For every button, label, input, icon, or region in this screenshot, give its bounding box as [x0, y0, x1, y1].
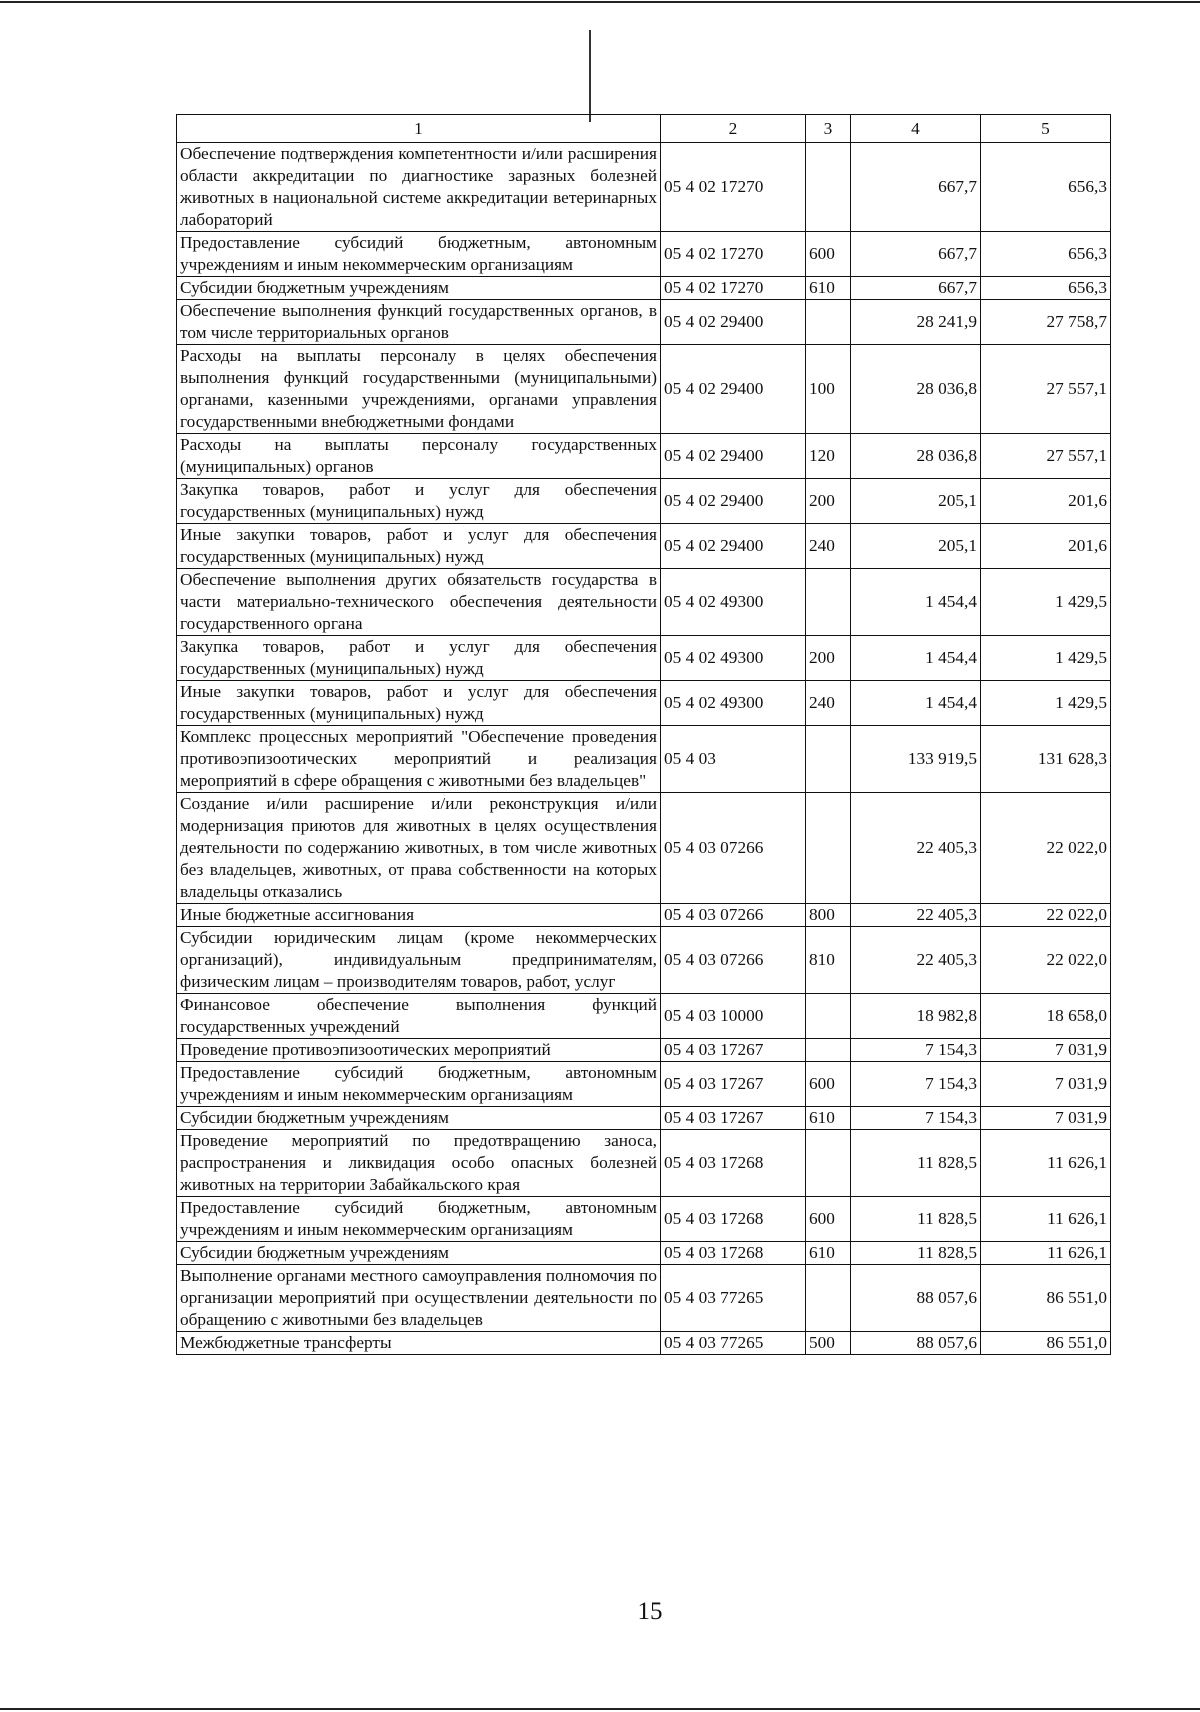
- table-row: [177, 232, 1111, 277]
- row-code-cell: 05 4 02 29400: [661, 479, 806, 524]
- row-value-year2-cell: 22 022,0: [981, 904, 1111, 927]
- table-row: [177, 1265, 1111, 1332]
- row-code-cell: 05 4 03 17268: [661, 1242, 806, 1265]
- row-value-year2-cell: 11 626,1: [981, 1130, 1111, 1197]
- row-expense-type-cell: 800: [806, 904, 851, 927]
- row-value-year2-cell: 201,6: [981, 479, 1111, 524]
- table-row: [177, 277, 1111, 300]
- row-value-year1-cell: 18 982,8: [851, 994, 981, 1039]
- row-value-year1-cell: 1 454,4: [851, 681, 981, 726]
- row-code-cell: 05 4 03 17267: [661, 1039, 806, 1062]
- row-value-year1-cell: 133 919,5: [851, 726, 981, 793]
- row-expense-type-cell: [806, 300, 851, 345]
- row-name-cell: Проведение противоэпизоотических мероприятий: [177, 1039, 661, 1062]
- row-value-year2-cell: 7 031,9: [981, 1107, 1111, 1130]
- row-code-cell: 05 4 03 17268: [661, 1197, 806, 1242]
- table-row: [177, 345, 1111, 434]
- table-row: [177, 1197, 1111, 1242]
- table-row: [177, 143, 1111, 232]
- row-expense-type-cell: [806, 994, 851, 1039]
- row-name-cell: Финансовое обеспечение выполнения функций государственных учреждений: [177, 994, 661, 1039]
- row-expense-type-cell: 600: [806, 232, 851, 277]
- row-name-cell: Обеспечение подтверждения компетентности и/или расширения области аккредитации по диагностике заразных болезней животных в национальной системе аккредитации ветеринарных лабораторий: [177, 143, 661, 232]
- row-value-year1-cell: 11 828,5: [851, 1197, 981, 1242]
- row-name-cell: Иные закупки товаров, работ и услуг для обеспечения государственных (муниципальных) нужд: [177, 681, 661, 726]
- table-row: [177, 300, 1111, 345]
- row-value-year2-cell: 656,3: [981, 143, 1111, 232]
- row-expense-type-cell: 500: [806, 1332, 851, 1355]
- row-expense-type-cell: [806, 793, 851, 904]
- table-row: [177, 636, 1111, 681]
- page-number: 15: [637, 1598, 663, 1625]
- row-name-cell: Предоставление субсидий бюджетным, автономным учреждениям и иным некоммерческим организациям: [177, 1062, 661, 1107]
- row-value-year1-cell: 7 154,3: [851, 1107, 981, 1130]
- row-expense-type-cell: [806, 1130, 851, 1197]
- row-value-year1-cell: 28 241,9: [851, 300, 981, 345]
- table-row: [177, 1039, 1111, 1062]
- row-code-cell: 05 4 03 07266: [661, 927, 806, 994]
- row-value-year2-cell: 11 626,1: [981, 1242, 1111, 1265]
- table-row: [177, 569, 1111, 636]
- row-code-cell: 05 4 02 17270: [661, 232, 806, 277]
- row-code-cell: 05 4 02 17270: [661, 277, 806, 300]
- row-value-year1-cell: 88 057,6: [851, 1332, 981, 1355]
- row-value-year2-cell: 27 758,7: [981, 300, 1111, 345]
- row-value-year1-cell: 22 405,3: [851, 793, 981, 904]
- row-code-cell: 05 4 03 17268: [661, 1130, 806, 1197]
- row-name-cell: Иные закупки товаров, работ и услуг для обеспечения государственных (муниципальных) нужд: [177, 524, 661, 569]
- row-value-year2-cell: 7 031,9: [981, 1062, 1111, 1107]
- header-col-2: 2: [661, 115, 806, 143]
- table-row: [177, 726, 1111, 793]
- row-value-year2-cell: 22 022,0: [981, 793, 1111, 904]
- table-row: [177, 994, 1111, 1039]
- row-name-cell: Субсидии юридическим лицам (кроме некоммерческих организаций), индивидуальным предпринимателям, физическим лицам – производителям товаров, работ, услуг: [177, 927, 661, 994]
- row-code-cell: 05 4 02 49300: [661, 681, 806, 726]
- row-expense-type-cell: 200: [806, 479, 851, 524]
- row-value-year2-cell: 27 557,1: [981, 434, 1111, 479]
- row-code-cell: 05 4 02 29400: [661, 300, 806, 345]
- row-expense-type-cell: [806, 1265, 851, 1332]
- row-name-cell: Закупка товаров, работ и услуг для обеспечения государственных (муниципальных) нужд: [177, 479, 661, 524]
- row-code-cell: 05 4 02 29400: [661, 345, 806, 434]
- row-expense-type-cell: 240: [806, 524, 851, 569]
- row-name-cell: Обеспечение выполнения функций государственных органов, в том числе территориальных органов: [177, 300, 661, 345]
- row-value-year2-cell: 201,6: [981, 524, 1111, 569]
- top-edge-line: [0, 1, 1200, 3]
- row-code-cell: 05 4 03: [661, 726, 806, 793]
- row-expense-type-cell: 610: [806, 1242, 851, 1265]
- row-expense-type-cell: [806, 143, 851, 232]
- row-value-year2-cell: 11 626,1: [981, 1197, 1111, 1242]
- row-expense-type-cell: 120: [806, 434, 851, 479]
- row-value-year2-cell: 27 557,1: [981, 345, 1111, 434]
- row-name-cell: Субсидии бюджетным учреждениям: [177, 1242, 661, 1265]
- row-value-year2-cell: 656,3: [981, 277, 1111, 300]
- row-value-year1-cell: 11 828,5: [851, 1242, 981, 1265]
- row-name-cell: Закупка товаров, работ и услуг для обеспечения государственных (муниципальных) нужд: [177, 636, 661, 681]
- table-row: [177, 479, 1111, 524]
- table-row: [177, 681, 1111, 726]
- row-value-year1-cell: 11 828,5: [851, 1130, 981, 1197]
- row-expense-type-cell: 610: [806, 277, 851, 300]
- row-name-cell: Комплекс процессных мероприятий "Обеспечение проведения противоэпизоотических мероприятий и реализация мероприятий в сфере обращения с животными без владельцев": [177, 726, 661, 793]
- row-expense-type-cell: 100: [806, 345, 851, 434]
- row-value-year1-cell: 22 405,3: [851, 904, 981, 927]
- header-col-3: 3: [806, 115, 851, 143]
- row-value-year2-cell: 7 031,9: [981, 1039, 1111, 1062]
- row-expense-type-cell: [806, 569, 851, 636]
- row-value-year2-cell: 1 429,5: [981, 636, 1111, 681]
- row-code-cell: 05 4 02 29400: [661, 524, 806, 569]
- row-value-year2-cell: 1 429,5: [981, 569, 1111, 636]
- table-row: [177, 434, 1111, 479]
- row-name-cell: Расходы на выплаты персоналу государственных (муниципальных) органов: [177, 434, 661, 479]
- row-expense-type-cell: 600: [806, 1197, 851, 1242]
- row-expense-type-cell: [806, 1039, 851, 1062]
- row-code-cell: 05 4 03 07266: [661, 793, 806, 904]
- row-expense-type-cell: 200: [806, 636, 851, 681]
- row-name-cell: Предоставление субсидий бюджетным, автономным учреждениям и иным некоммерческим организациям: [177, 1197, 661, 1242]
- row-code-cell: 05 4 02 29400: [661, 434, 806, 479]
- header-row: [177, 115, 1111, 143]
- row-code-cell: 05 4 02 49300: [661, 636, 806, 681]
- row-code-cell: 05 4 03 17267: [661, 1062, 806, 1107]
- row-value-year2-cell: 656,3: [981, 232, 1111, 277]
- row-code-cell: 05 4 03 17267: [661, 1107, 806, 1130]
- row-name-cell: Субсидии бюджетным учреждениям: [177, 277, 661, 300]
- row-name-cell: Расходы на выплаты персоналу в целях обеспечения выполнения функций государственными (муниципальными) органами, казенными учреждениями, органами управления государственными внебюджетными фондами: [177, 345, 661, 434]
- header-col-1: 1: [177, 115, 661, 143]
- row-value-year1-cell: 7 154,3: [851, 1062, 981, 1107]
- row-value-year1-cell: 205,1: [851, 479, 981, 524]
- row-name-cell: Проведение мероприятий по предотвращению заноса, распространения и ликвидация особо опасных болезней животных на территории Забайкальского края: [177, 1130, 661, 1197]
- table-row: [177, 1107, 1111, 1130]
- row-name-cell: Предоставление субсидий бюджетным, автономным учреждениям и иным некоммерческим организациям: [177, 232, 661, 277]
- row-code-cell: 05 4 03 77265: [661, 1332, 806, 1355]
- table-row: [177, 1332, 1111, 1355]
- row-value-year2-cell: 131 628,3: [981, 726, 1111, 793]
- budget-table: [176, 114, 1111, 1355]
- row-value-year1-cell: 667,7: [851, 143, 981, 232]
- row-value-year1-cell: 1 454,4: [851, 636, 981, 681]
- row-code-cell: 05 4 03 07266: [661, 904, 806, 927]
- row-value-year2-cell: 18 658,0: [981, 994, 1111, 1039]
- row-value-year2-cell: 86 551,0: [981, 1265, 1111, 1332]
- row-value-year1-cell: 667,7: [851, 277, 981, 300]
- row-value-year1-cell: 88 057,6: [851, 1265, 981, 1332]
- table-row: [177, 793, 1111, 904]
- row-expense-type-cell: 240: [806, 681, 851, 726]
- row-name-cell: Межбюджетные трансферты: [177, 1332, 661, 1355]
- row-value-year2-cell: 1 429,5: [981, 681, 1111, 726]
- row-expense-type-cell: [806, 726, 851, 793]
- table-body: [177, 143, 1111, 1355]
- row-value-year1-cell: 28 036,8: [851, 434, 981, 479]
- bottom-edge-line: [0, 1708, 1200, 1710]
- row-code-cell: 05 4 03 10000: [661, 994, 806, 1039]
- row-value-year1-cell: 667,7: [851, 232, 981, 277]
- row-code-cell: 05 4 02 17270: [661, 143, 806, 232]
- row-name-cell: Обеспечение выполнения других обязательств государства в части материально-технического обеспечения деятельности государственного органа: [177, 569, 661, 636]
- scan-fold-mark: [589, 30, 591, 122]
- row-value-year1-cell: 205,1: [851, 524, 981, 569]
- row-code-cell: 05 4 03 77265: [661, 1265, 806, 1332]
- table-row: [177, 1242, 1111, 1265]
- row-name-cell: Субсидии бюджетным учреждениям: [177, 1107, 661, 1130]
- table-row: [177, 1062, 1111, 1107]
- row-value-year1-cell: 1 454,4: [851, 569, 981, 636]
- table-row: [177, 927, 1111, 994]
- header-col-4: 4: [851, 115, 981, 143]
- row-value-year2-cell: 22 022,0: [981, 927, 1111, 994]
- row-value-year2-cell: 86 551,0: [981, 1332, 1111, 1355]
- header-col-5: 5: [981, 115, 1111, 143]
- row-name-cell: Выполнение органами местного самоуправления полномочия по организации мероприятий при осуществлении деятельности по обращению с животными без владельцев: [177, 1265, 661, 1332]
- row-value-year1-cell: 7 154,3: [851, 1039, 981, 1062]
- table-row: [177, 1130, 1111, 1197]
- row-name-cell: Создание и/или расширение и/или реконструкция и/или модернизация приютов для животных в целях осуществления деятельности по содержанию животных, в том числе животных без владельцев, животных, от права собственности на которых владельцы отказались: [177, 793, 661, 904]
- row-expense-type-cell: 600: [806, 1062, 851, 1107]
- row-expense-type-cell: 610: [806, 1107, 851, 1130]
- row-value-year1-cell: 28 036,8: [851, 345, 981, 434]
- row-name-cell: Иные бюджетные ассигнования: [177, 904, 661, 927]
- table-row: [177, 904, 1111, 927]
- row-expense-type-cell: 810: [806, 927, 851, 994]
- table-row: [177, 524, 1111, 569]
- row-code-cell: 05 4 02 49300: [661, 569, 806, 636]
- row-value-year1-cell: 22 405,3: [851, 927, 981, 994]
